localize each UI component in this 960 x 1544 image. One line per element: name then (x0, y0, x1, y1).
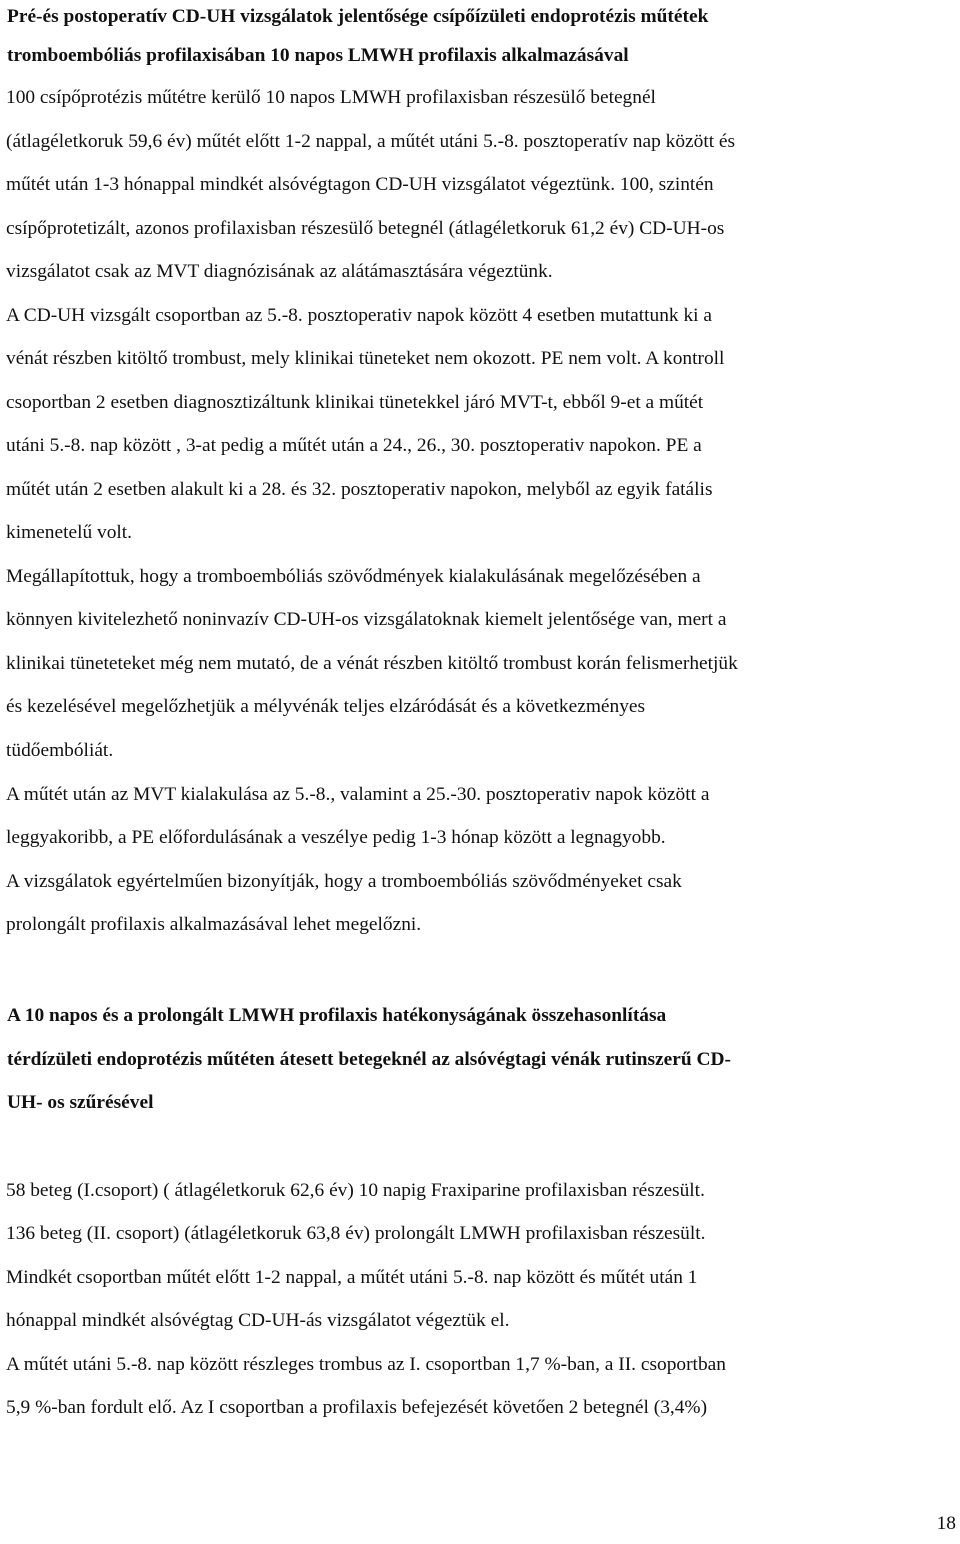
paragraph-line: vénát részben kitöltő trombust, mely klinikai tüneteket nem okozott. PE nem volt. A kontroll (6, 348, 725, 369)
paragraph-line: leggyakoribb, a PE előfordulásának a veszélye pedig 1-3 hónap között a legnagyobb. (6, 827, 666, 848)
section2-heading-line: A 10 napos és a prolongált LMWH profilaxis hatékonyságának összehasonlítása (7, 1005, 667, 1026)
paragraph-line: és kezelésével megelőzhetjük a mélyvénák teljes elzáródását és a következményes (6, 696, 646, 717)
paragraph-line: A vizsgálatok egyértelműen bizonyítják, hogy a tromboembóliás szövődményeket csak (6, 871, 682, 892)
paragraph-line: műtét után 1-3 hónappal mindkét alsóvégtagon CD-UH vizsgálatot végeztünk. 100, szintén (6, 174, 714, 195)
paragraph-line: prolongált profilaxis alkalmazásával lehet megelőzni. (6, 914, 422, 935)
paragraph-line: hónappal mindkét alsóvégtag CD-UH-ás vizsgálatot végeztük el. (6, 1310, 510, 1331)
paragraph-line: 136 beteg (II. csoport) (átlagéletkoruk 63,8 év) prolongált LMWH profilaxisban részesült. (6, 1223, 706, 1244)
paragraph-line: könnyen kivitelezhető noninvazív CD-UH-os vizsgálatoknak kiemelt jelentősége van, mert a (6, 609, 727, 630)
paragraph-line (6, 120, 958, 164)
section1-heading-line: tromboembóliás profilaxisában 10 napos LMWH profilaxis alkalmazásával (7, 45, 629, 66)
section2-heading-line: térdízületi endoprotézis műtéten átesett betegeknél az alsóvégtagi vénák rutinszerű CD- (7, 1049, 731, 1070)
page-number: 18 (936, 1513, 956, 1534)
paragraph-line: A műtét után az MVT kialakulása az 5.-8., valamint a 25.-30. posztoperativ napok között a (6, 784, 710, 805)
section2-heading-line: UH- os szűrésével (7, 1092, 154, 1113)
paragraph-line: Mindkét csoportban műtét előtt 1-2 nappal, a műtét utáni 5.-8. nap között és műtét után 1 (6, 1267, 698, 1288)
section1-heading-line: Pré-és postoperatív CD-UH vizsgálatok jelentősége csípőízületi endoprotézis műtétek (7, 6, 709, 27)
paragraph-line: műtét után 2 esetben alakult ki a 28. és 32. posztoperativ napokon, melyből az egyik fatális (6, 479, 713, 500)
paragraph-line: utáni 5.-8. nap között , 3-at pedig a műtét után a 24., 26., 30. posztoperativ napokon. PE a (6, 435, 702, 456)
paragraph-line: tüdőembóliát. (6, 740, 114, 761)
paragraph-line: 5,9 %-ban fordult elő. Az I csoportban a profilaxis befejezését követően 2 betegnél (3,4%) (6, 1397, 708, 1418)
paragraph-line: klinikai tüneteteket még nem mutató, de a vénát részben kitöltő trombust korán felismerhetjük (6, 653, 738, 674)
paragraph-line: A műtét utáni 5.-8. nap között részleges trombus az I. csoportban 1,7 %-ban, a II. csoportban (6, 1354, 726, 1375)
paragraph-line: 100 csípőprotézis műtétre kerülő 10 napos LMWH profilaxisban részesülő betegnél (6, 87, 656, 108)
paragraph-line: csípőprotetizált, azonos profilaxisban részesülő betegnél (átlagéletkoruk 61,2 év) CD-UH-os (6, 218, 725, 239)
paragraph-line: 58 beteg (I.csoport) ( átlagéletkoruk 62,6 év) 10 napig Fraxiparine profilaxisban részesült. (6, 1180, 705, 1201)
paragraph-line: kimenetelű volt. (6, 522, 133, 543)
paragraph-line: csoportban 2 esetben diagnosztizáltunk klinikai tünetekkel járó MVT-t, ebből 9-et a műtét (6, 392, 704, 413)
paragraph-line: A CD-UH vizsgált csoportban az 5.-8. posztoperativ napok között 4 esetben mutattunk ki a (6, 305, 712, 326)
paragraph-line: Megállapítottuk, hogy a tromboembóliás szövődmények kialakulásának megelőzésében a (6, 566, 701, 587)
paragraph-line: vizsgálatot csak az MVT diagnózisának az alátámasztására végeztünk. (6, 261, 553, 282)
text-span: (átlagéletkoruk 59,6 év) műtét előtt 1-2 nappal, a műtét utáni 5.-8. posztoperatív nap között és (6, 131, 736, 152)
